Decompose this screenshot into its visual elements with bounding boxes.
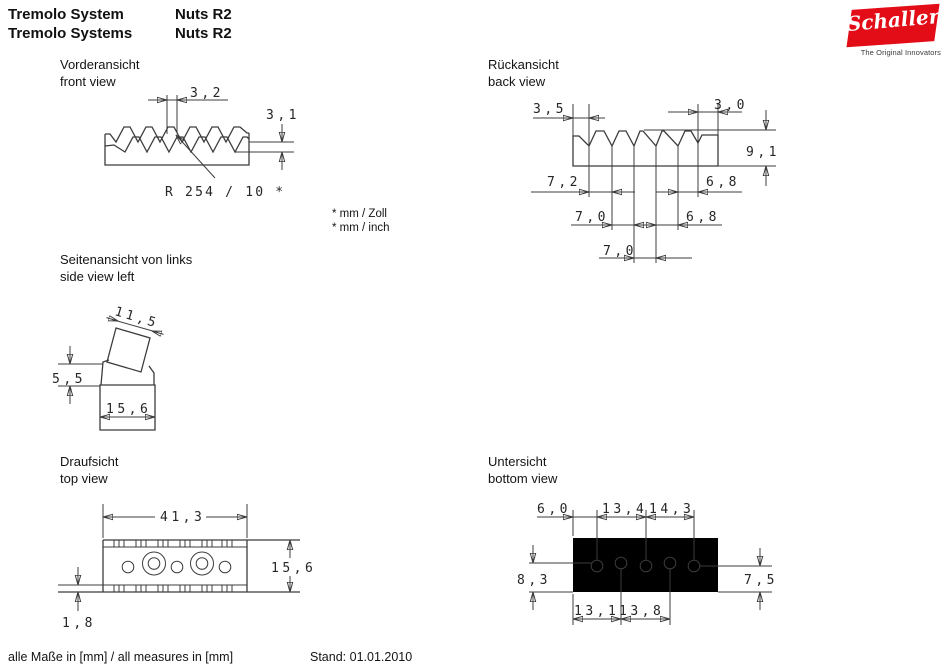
logo-tagline: The Original Innovators [860, 48, 941, 57]
unit-note [332, 207, 390, 235]
top-view-label [60, 453, 119, 487]
unit-note-en: * mm / inch [332, 222, 390, 234]
header-product-en: Nuts R2 [175, 25, 232, 42]
side-view-label [60, 251, 192, 285]
dim-spacing-g3-g4: 7,0 [603, 244, 637, 259]
front-view-label-de: Vorderansicht [60, 57, 140, 72]
dim-top-length: 11,5 [112, 304, 161, 332]
front-view-label-en: front view [60, 74, 116, 89]
dim-right-margin: 3,0 [714, 98, 748, 113]
dim-hole1-to-hole3: 13,4 [602, 502, 648, 517]
dim-hole3-to-hole5: 14,3 [649, 502, 695, 517]
header-product-de: Nuts R2 [175, 6, 232, 23]
front-body-outline [105, 127, 249, 165]
top-serration-ticks [114, 540, 232, 592]
dim-front-height: 5,5 [52, 372, 86, 387]
dim-lip: 1,8 [62, 616, 96, 631]
footer-measures-note: alle Maße in [mm] / all measures in [mm] [8, 650, 234, 664]
bottom-view-label-de: Untersicht [488, 454, 547, 469]
side-view-label-de: Seitenansicht von links [60, 252, 193, 267]
back-view-label [488, 56, 559, 90]
back-extension-lines [573, 104, 776, 263]
hole-large-2-outer [143, 552, 166, 575]
dim-edge-to-hole1: 6,0 [537, 502, 571, 517]
dim-edge-to-hole2: 13,1 [574, 604, 620, 619]
dim-hole-row-right: 7,5 [744, 573, 778, 588]
side-view-label-en: side view left [60, 269, 135, 284]
back-view-label-de: Rückansicht [488, 57, 559, 72]
bottom-view-label [488, 453, 557, 487]
front-view-drawing [95, 82, 305, 202]
dim-length: 41,3 [160, 510, 206, 525]
back-view-drawing [520, 94, 785, 266]
top-holes [122, 552, 231, 575]
schaller-logo [846, 2, 942, 60]
dim-spacing-g5-g6: 6,8 [706, 175, 740, 190]
hole-large-2-inner [148, 558, 160, 570]
header-title-de: Tremolo System [8, 6, 124, 23]
dim-spacing-g2-g3: 7,0 [575, 210, 609, 225]
hole-small-3 [171, 561, 183, 573]
dim-top-depth: 15,6 [271, 561, 317, 576]
hole-small-1 [122, 561, 134, 573]
dim-radius-note: R 254 / 10 * [165, 185, 286, 200]
header-product [175, 5, 232, 43]
bottom-view-drawing [505, 495, 790, 635]
header-title [8, 5, 132, 43]
dim-groove-depth: 3,1 [266, 108, 300, 123]
hole-small-5 [219, 561, 231, 573]
dim-spacing-g1-g2: 7,2 [547, 175, 581, 190]
header-title-en: Tremolo Systems [8, 25, 133, 42]
hole-large-4-inner [196, 558, 208, 570]
top-view-label-en: top view [60, 471, 108, 486]
bottom-view-label-en: bottom view [488, 471, 558, 486]
back-body-outline [573, 131, 718, 166]
top-view-drawing [55, 498, 315, 634]
dim-groove-width: 3,2 [190, 86, 224, 101]
dim-side-depth: 15,6 [106, 402, 152, 417]
footer-revision-date: Stand: 01.01.2010 [310, 650, 413, 664]
hole-large-4-outer [191, 552, 214, 575]
dim-left-margin: 3,5 [533, 102, 567, 117]
side-view-drawing [45, 305, 205, 435]
unit-note-de: * mm / Zoll [332, 208, 387, 220]
top-view-label-de: Draufsicht [60, 454, 119, 469]
dim-hole-row-left: 8,3 [517, 573, 551, 588]
dim-back-height: 9,1 [746, 145, 780, 160]
top-body-outline [58, 540, 300, 592]
dim-spacing-g4-g5: 6,8 [686, 210, 720, 225]
logo-brand-script: Schaller [845, 4, 941, 36]
back-view-label-en: back view [488, 74, 546, 89]
dim-hole2-to-hole4: 13,8 [619, 604, 665, 619]
